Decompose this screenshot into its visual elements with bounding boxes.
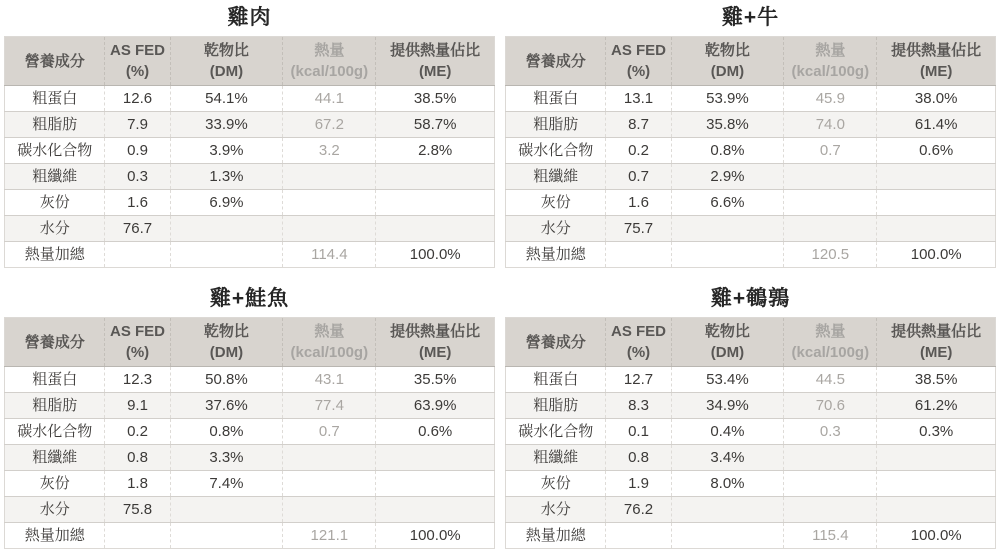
cell-asfed: 1.8 — [105, 471, 170, 497]
table-row-水分 — [5, 497, 495, 523]
cell-kcal: 0.7 — [283, 419, 376, 445]
table-row-粗脂肪 — [5, 112, 495, 138]
header-line2: (DM) — [710, 344, 745, 361]
column-header-dm — [170, 318, 283, 367]
table-row-熱量加總 — [5, 523, 495, 549]
table-row-熱量加總 — [506, 523, 996, 549]
header-line2: (kcal/100g) — [290, 344, 369, 361]
column-header-asfed — [105, 37, 170, 86]
header-line1: 熱量 — [815, 323, 846, 340]
header-line2: (DM) — [710, 63, 745, 80]
header-line1: 乾物比 — [203, 323, 249, 340]
nutrition-table-card — [4, 283, 495, 549]
header-line2: (ME) — [919, 344, 953, 361]
cell-asfed: 9.1 — [105, 393, 170, 419]
row-label: 碳水化合物 — [5, 419, 105, 445]
cell-asfed: 0.2 — [606, 138, 671, 164]
table-title: 雞+牛 — [721, 6, 780, 29]
row-label: 熱量加總 — [5, 523, 105, 549]
cell-dm: 8.0% — [671, 471, 784, 497]
cell-me — [376, 471, 495, 497]
cell-asfed: 1.9 — [606, 471, 671, 497]
header-line2: (ME) — [418, 344, 452, 361]
cell-asfed: 12.6 — [105, 86, 170, 112]
cell-dm: 0.4% — [671, 419, 784, 445]
cell-asfed: 13.1 — [606, 86, 671, 112]
row-label: 粗蛋白 — [5, 86, 105, 112]
table-row-灰份 — [506, 190, 996, 216]
cell-dm: 0.8% — [170, 419, 283, 445]
cell-me: 0.6% — [376, 419, 495, 445]
row-label: 碳水化合物 — [506, 138, 606, 164]
column-header-kcal — [784, 318, 877, 367]
cell-dm — [671, 523, 784, 549]
cell-kcal — [784, 497, 877, 523]
header-line1: 提供熱量佔比 — [390, 42, 481, 59]
cell-asfed: 1.6 — [105, 190, 170, 216]
column-header-kcal — [283, 318, 376, 367]
cell-kcal — [784, 216, 877, 242]
cell-dm — [671, 242, 784, 268]
row-label: 粗纖維 — [5, 164, 105, 190]
nutrition-data-table — [505, 317, 996, 549]
header-line2: (%) — [125, 344, 150, 361]
table-row-水分 — [5, 216, 495, 242]
cell-kcal — [283, 216, 376, 242]
column-header-me — [877, 318, 996, 367]
column-header-asfed — [606, 318, 671, 367]
cell-me — [376, 216, 495, 242]
cell-asfed: 7.9 — [105, 112, 170, 138]
cell-kcal: 43.1 — [283, 367, 376, 393]
cell-asfed: 76.7 — [105, 216, 170, 242]
cell-dm — [671, 497, 784, 523]
cell-me: 63.9% — [376, 393, 495, 419]
cell-dm: 33.9% — [170, 112, 283, 138]
table-header — [5, 37, 495, 86]
cell-asfed — [105, 242, 170, 268]
header-line2: (kcal/100g) — [791, 344, 870, 361]
table-body — [506, 86, 996, 268]
row-label: 灰份 — [506, 190, 606, 216]
cell-asfed — [606, 523, 671, 549]
cell-me: 100.0% — [376, 242, 495, 268]
nutrition-data-table — [4, 317, 495, 549]
header-line1: 營養成分 — [24, 52, 85, 70]
header-line2: (%) — [626, 63, 651, 80]
header-line1: 乾物比 — [203, 42, 249, 59]
row-label: 熱量加總 — [506, 242, 606, 268]
cell-me — [877, 190, 996, 216]
cell-kcal: 45.9 — [784, 86, 877, 112]
cell-me — [877, 445, 996, 471]
row-label: 粗蛋白 — [506, 367, 606, 393]
row-label: 粗纖維 — [506, 164, 606, 190]
cell-kcal — [784, 445, 877, 471]
header-line1: AS FED — [611, 42, 667, 59]
header-line1: AS FED — [110, 323, 166, 340]
cell-asfed: 0.3 — [105, 164, 170, 190]
cell-me — [376, 190, 495, 216]
cell-asfed: 1.6 — [606, 190, 671, 216]
row-label: 水分 — [5, 497, 105, 523]
column-header-me — [376, 37, 495, 86]
nutrition-table-card — [505, 283, 996, 549]
table-body — [506, 367, 996, 549]
header-row — [506, 37, 996, 86]
header-line2: (%) — [125, 63, 150, 80]
row-label: 粗脂肪 — [506, 112, 606, 138]
cell-me — [877, 216, 996, 242]
cell-kcal — [784, 471, 877, 497]
cell-dm: 34.9% — [671, 393, 784, 419]
cell-me — [376, 445, 495, 471]
cell-dm — [671, 216, 784, 242]
cell-asfed: 0.2 — [105, 419, 170, 445]
cell-dm: 3.9% — [170, 138, 283, 164]
header-line2: (ME) — [919, 63, 953, 80]
header-line2: (%) — [626, 344, 651, 361]
cell-kcal: 115.4 — [784, 523, 877, 549]
cell-asfed: 75.7 — [606, 216, 671, 242]
table-row-灰份 — [5, 190, 495, 216]
cell-dm: 3.3% — [170, 445, 283, 471]
table-row-熱量加總 — [506, 242, 996, 268]
nutrition-data-table — [4, 36, 495, 268]
table-body — [5, 367, 495, 549]
cell-dm: 2.9% — [671, 164, 784, 190]
cell-me: 38.0% — [877, 86, 996, 112]
cell-dm: 7.4% — [170, 471, 283, 497]
table-row-熱量加總 — [5, 242, 495, 268]
cell-kcal: 77.4 — [283, 393, 376, 419]
cell-asfed: 8.7 — [606, 112, 671, 138]
header-line2: (ME) — [418, 63, 452, 80]
table-title: 雞+鵪鶉 — [710, 287, 791, 310]
row-label: 粗脂肪 — [5, 112, 105, 138]
column-header-dm — [671, 318, 784, 367]
cell-dm — [170, 523, 283, 549]
cell-kcal — [283, 445, 376, 471]
row-label: 粗蛋白 — [506, 86, 606, 112]
header-line1: 乾物比 — [704, 42, 750, 59]
table-row-粗脂肪 — [5, 393, 495, 419]
header-line1: AS FED — [110, 42, 166, 59]
cell-me: 0.6% — [877, 138, 996, 164]
column-header-asfed — [105, 318, 170, 367]
table-row-碳水化合物 — [506, 138, 996, 164]
table-body — [5, 86, 495, 268]
cell-dm: 0.8% — [671, 138, 784, 164]
header-line2: (kcal/100g) — [791, 63, 870, 80]
cell-asfed: 0.7 — [606, 164, 671, 190]
cell-kcal — [784, 164, 877, 190]
column-header-label — [506, 318, 606, 367]
header-line2: (kcal/100g) — [290, 63, 369, 80]
header-line1: AS FED — [611, 323, 667, 340]
column-header-me — [376, 318, 495, 367]
cell-asfed: 76.2 — [606, 497, 671, 523]
table-row-水分 — [506, 216, 996, 242]
table-header — [506, 318, 996, 367]
cell-me — [877, 471, 996, 497]
table-row-灰份 — [5, 471, 495, 497]
cell-asfed: 0.8 — [105, 445, 170, 471]
cell-dm: 6.6% — [671, 190, 784, 216]
row-label: 粗纖維 — [5, 445, 105, 471]
table-row-灰份 — [506, 471, 996, 497]
cell-me: 61.4% — [877, 112, 996, 138]
row-label: 水分 — [506, 216, 606, 242]
row-label: 粗脂肪 — [5, 393, 105, 419]
cell-kcal: 0.7 — [784, 138, 877, 164]
cell-me: 61.2% — [877, 393, 996, 419]
header-line1: 營養成分 — [525, 52, 586, 70]
column-header-kcal — [283, 37, 376, 86]
cell-asfed — [105, 523, 170, 549]
column-header-label — [5, 37, 105, 86]
cell-me — [877, 497, 996, 523]
row-label: 水分 — [506, 497, 606, 523]
table-row-粗脂肪 — [506, 393, 996, 419]
cell-me: 100.0% — [877, 523, 996, 549]
table-header — [506, 37, 996, 86]
table-row-粗蛋白 — [506, 86, 996, 112]
column-header-kcal — [784, 37, 877, 86]
header-line1: 乾物比 — [704, 323, 750, 340]
cell-dm — [170, 497, 283, 523]
column-header-dm — [170, 37, 283, 86]
nutrition-table-card — [505, 2, 996, 268]
cell-asfed: 8.3 — [606, 393, 671, 419]
row-label: 粗蛋白 — [5, 367, 105, 393]
column-header-label — [5, 318, 105, 367]
table-row-碳水化合物 — [506, 419, 996, 445]
nutrition-data-table — [505, 36, 996, 268]
cell-asfed: 0.9 — [105, 138, 170, 164]
row-label: 灰份 — [5, 190, 105, 216]
header-line1: 營養成分 — [525, 333, 586, 351]
cell-dm: 53.4% — [671, 367, 784, 393]
table-row-粗蛋白 — [5, 367, 495, 393]
cell-dm: 1.3% — [170, 164, 283, 190]
cell-kcal: 3.2 — [283, 138, 376, 164]
table-row-粗蛋白 — [506, 367, 996, 393]
cell-kcal: 114.4 — [283, 242, 376, 268]
row-label: 粗脂肪 — [506, 393, 606, 419]
header-line2: (DM) — [209, 63, 244, 80]
table-row-粗纖維 — [5, 445, 495, 471]
cell-kcal: 121.1 — [283, 523, 376, 549]
cell-me: 2.8% — [376, 138, 495, 164]
cell-me — [877, 164, 996, 190]
cell-kcal: 120.5 — [784, 242, 877, 268]
table-title: 雞肉 — [227, 6, 272, 29]
cell-kcal — [784, 190, 877, 216]
cell-dm: 53.9% — [671, 86, 784, 112]
cell-me: 38.5% — [877, 367, 996, 393]
cell-kcal: 67.2 — [283, 112, 376, 138]
cell-asfed: 12.3 — [105, 367, 170, 393]
cell-kcal — [283, 471, 376, 497]
header-row — [5, 37, 495, 86]
cell-dm: 6.9% — [170, 190, 283, 216]
header-line1: 熱量 — [815, 42, 846, 59]
table-row-水分 — [506, 497, 996, 523]
cell-me: 0.3% — [877, 419, 996, 445]
header-row — [5, 318, 495, 367]
cell-kcal: 70.6 — [784, 393, 877, 419]
cell-kcal: 44.1 — [283, 86, 376, 112]
cell-dm: 35.8% — [671, 112, 784, 138]
cell-asfed — [606, 242, 671, 268]
cell-dm: 50.8% — [170, 367, 283, 393]
header-line1: 熱量 — [314, 323, 345, 340]
header-row — [506, 318, 996, 367]
cell-asfed: 0.8 — [606, 445, 671, 471]
cell-kcal: 44.5 — [784, 367, 877, 393]
cell-dm: 37.6% — [170, 393, 283, 419]
row-label: 熱量加總 — [506, 523, 606, 549]
tables-grid — [4, 2, 996, 549]
cell-me: 38.5% — [376, 86, 495, 112]
header-line2: (DM) — [209, 344, 244, 361]
header-line1: 熱量 — [314, 42, 345, 59]
cell-kcal — [283, 190, 376, 216]
column-header-asfed — [606, 37, 671, 86]
table-row-粗纖維 — [5, 164, 495, 190]
cell-dm — [170, 216, 283, 242]
table-row-粗纖維 — [506, 164, 996, 190]
header-line1: 提供熱量佔比 — [390, 323, 481, 340]
header-line1: 提供熱量佔比 — [891, 323, 982, 340]
cell-me: 100.0% — [376, 523, 495, 549]
header-line1: 營養成分 — [24, 333, 85, 351]
cell-kcal — [283, 164, 376, 190]
cell-me — [376, 164, 495, 190]
table-title: 雞+鮭魚 — [209, 287, 290, 310]
table-row-粗脂肪 — [506, 112, 996, 138]
table-row-粗蛋白 — [5, 86, 495, 112]
cell-dm: 3.4% — [671, 445, 784, 471]
row-label: 熱量加總 — [5, 242, 105, 268]
cell-me: 58.7% — [376, 112, 495, 138]
row-label: 粗纖維 — [506, 445, 606, 471]
cell-dm: 54.1% — [170, 86, 283, 112]
table-row-碳水化合物 — [5, 138, 495, 164]
cell-kcal — [283, 497, 376, 523]
cell-kcal: 74.0 — [784, 112, 877, 138]
cell-me: 100.0% — [877, 242, 996, 268]
cell-asfed: 75.8 — [105, 497, 170, 523]
row-label: 碳水化合物 — [506, 419, 606, 445]
row-label: 碳水化合物 — [5, 138, 105, 164]
table-header — [5, 318, 495, 367]
table-row-粗纖維 — [506, 445, 996, 471]
cell-kcal: 0.3 — [784, 419, 877, 445]
cell-me — [376, 497, 495, 523]
row-label: 灰份 — [506, 471, 606, 497]
cell-me: 35.5% — [376, 367, 495, 393]
cell-dm — [170, 242, 283, 268]
column-header-dm — [671, 37, 784, 86]
cell-asfed: 12.7 — [606, 367, 671, 393]
column-header-me — [877, 37, 996, 86]
row-label: 灰份 — [5, 471, 105, 497]
cell-asfed: 0.1 — [606, 419, 671, 445]
nutrition-table-card — [4, 2, 495, 268]
column-header-label — [506, 37, 606, 86]
header-line1: 提供熱量佔比 — [891, 42, 982, 59]
row-label: 水分 — [5, 216, 105, 242]
table-row-碳水化合物 — [5, 419, 495, 445]
